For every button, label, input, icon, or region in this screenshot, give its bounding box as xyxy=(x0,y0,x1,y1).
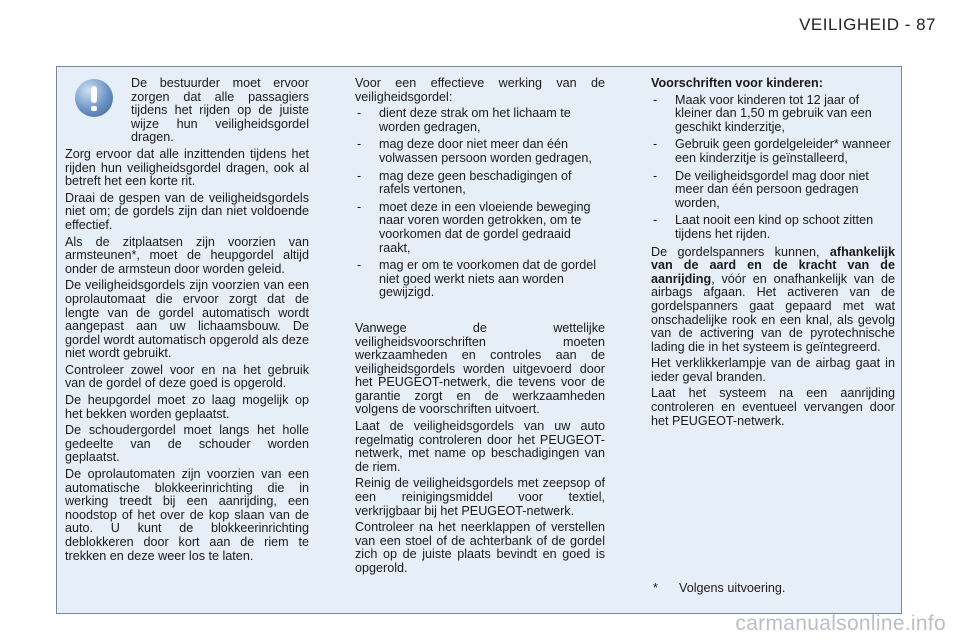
paragraph: Controleer zowel voor en na het gebruik van de gordel of deze goed is opgerold. xyxy=(65,362,309,391)
paragraph: Draai de gespen van de veiligheidsgordels niet om; de gordels zijn dan niet voldoende effectief. xyxy=(65,190,309,232)
list-item: - dient deze strak om het lichaam te worden gedragen, xyxy=(355,107,605,134)
paragraph: De schoudergordel moet langs het holle gedeelte van de schouder worden geplaatst. xyxy=(65,423,309,465)
warning-text: De bestuurder moet ervoor zorgen dat alle passagiers tijdens het rijden op de juiste wijze hun veiligheidsgordel dragen. xyxy=(131,76,309,145)
children-heading: Voorschriften voor kinderen: xyxy=(651,76,823,90)
content-panel xyxy=(56,66,902,614)
paragraph: Laat het systeem na een aanrijding controleren en eventueel vervangen door het PEUGEOT-netwerk. xyxy=(651,386,895,428)
requirements-list xyxy=(355,107,605,300)
list-item: - Gebruik geen gordelgeleider* wanneer een kinderzitje is geïnstalleerd, xyxy=(651,138,895,165)
warning-block xyxy=(65,77,309,148)
paragraph: Reinig de veiligheidsgordels met zeepsop of een reinigingsmiddel voor textiel, verkrijgbaar bij het PEUGEOT-netwerk. xyxy=(355,476,605,518)
paragraph: De heupgordel moet zo laag mogelijk op het bekken worden geplaatst. xyxy=(65,393,309,421)
exclamation-icon xyxy=(75,79,113,117)
paragraph: Vanwege de wettelijke veiligheidsvoorschriften moeten werkzaamheden en controles aan de veiligheidsgordels worden uitgevoerd door het PEUGEOT-netwerk, die tevens voor de garantie zorgt en de werkzaamheden volgens de voorschriften uitvoert. xyxy=(355,320,605,417)
list-item: - Maak voor kinderen tot 12 jaar of kleiner dan 1,50 m gebruik van een geschikt kinderzitje, xyxy=(651,94,895,135)
paragraph: Controleer na het neerklappen of verstellen van een stoel of de achterbank of de gordel zich op de juiste plaats bevindt en goed is opgerold. xyxy=(355,520,605,575)
list-item: - moet deze in een vloeiende beweging naar voren worden getrokken, om te voorkomen dat de gordel gedraaid raakt, xyxy=(355,201,605,255)
list-item: - mag deze geen beschadigingen of rafels vertonen, xyxy=(355,170,605,197)
watermark: carmanualsonline.info xyxy=(735,612,946,635)
paragraph: Laat de veiligheidsgordels van uw auto regelmatig controleren door het PEUGEOT-netwerk, met name op beschadigingen van de riem. xyxy=(355,419,605,474)
children-list xyxy=(651,94,895,242)
footnote xyxy=(651,581,895,595)
tensioner-paragraph: De gordelspanners kunnen, afhankelijk van de aard en de kracht van de aanrijding, vóór en onafhankelijk van de airbags afgaan. Het activeren van de gordelspanners gaat gepaard met wat onschadelijke rook en een knal, als gevolg van de activering van de pyrotechnische lading die in het systeem is geïntegreerd. xyxy=(651,244,895,354)
intro-text: Voor een effectieve werking van de veiligheidsgordel: xyxy=(355,76,605,104)
page-header: VEILIGHEID - 87 xyxy=(799,15,936,34)
paragraph: De veiligheidsgordels zijn voorzien van een oprolautomaat die ervoor zorgt dat de lengte van de gordel automatisch wordt aangepast aan uw lichaamsbouw. De gordel wordt automatisch opgerold als deze niet wordt gebruikt. xyxy=(65,278,309,361)
column-left xyxy=(65,77,309,566)
list-item: - mag deze door niet meer dan één volwassen persoon worden gedragen, xyxy=(355,138,605,165)
column-right xyxy=(651,77,895,431)
paragraph: Zorg ervoor dat alle inzittenden tijdens het rijden hun veiligheidsgordel dragen, ook al betreft het een korte rit. xyxy=(65,146,309,189)
list-item: - mag er om te voorkomen dat de gordel niet goed werkt niets aan worden gewijzigd. xyxy=(355,259,605,300)
paragraph: Het verklikkerlampje van de airbag gaat in ieder geval branden. xyxy=(651,356,895,384)
paragraph: De oprolautomaten zijn voorzien van een automatische blokkeerinrichting die in werking treedt bij een aanrijding, een noodstop of het over de kop slaan van de auto. U kunt de blokkeerinrichting deblokkeren door kort aan de riem te trekken en deze weer los te laten. xyxy=(65,467,309,563)
footnote-mark: * xyxy=(653,581,658,595)
list-item: - Laat nooit een kind op schoot zitten tijdens het rijden. xyxy=(651,214,895,241)
paragraph: Als de zitplaatsen zijn voorzien van armsteunen*, moet de heupgordel altijd onder de armsteun door worden geleid. xyxy=(65,234,309,276)
list-item: - De veiligheidsgordel mag door niet meer dan één persoon gedragen worden, xyxy=(651,170,895,211)
footnote-text: Volgens uitvoering. xyxy=(679,581,786,595)
column-middle xyxy=(355,77,605,579)
